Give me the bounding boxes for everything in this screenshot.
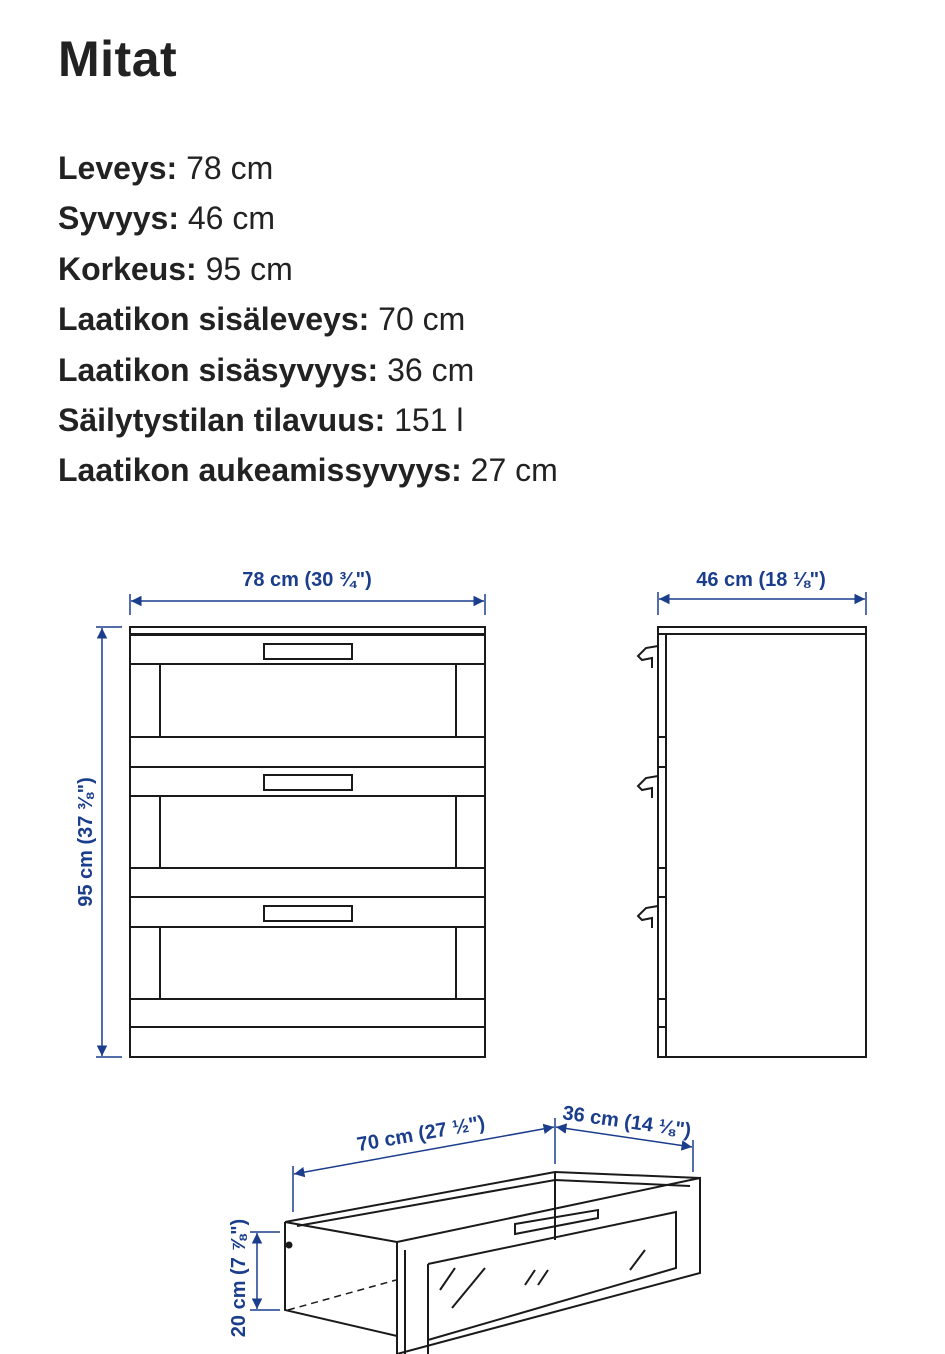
spec-label: Syvyys: (58, 200, 179, 237)
spec-label: Säilytystilan tilavuus: (58, 401, 386, 438)
drawer-knob (286, 1242, 293, 1249)
side-depth-label: 46 cm (18 ⅛") (696, 569, 826, 591)
height-label: 95 cm (37 ⅜") (75, 777, 97, 907)
spec-label: Laatikon sisäleveys: (58, 301, 370, 338)
drawer-height-label: 20 cm (7 ⅞") (228, 1218, 250, 1338)
spec-value: 151 l (394, 401, 464, 438)
front-width-label: 78 cm (30 ¾") (242, 569, 372, 591)
spec-value: 46 cm (187, 200, 276, 237)
drawer-hidden-edge (288, 1280, 396, 1310)
drawer-height-dimension (250, 1232, 280, 1310)
height-dimension (96, 627, 122, 1057)
spec-label: Leveys: (58, 150, 178, 186)
page-title: Mitat (58, 31, 178, 87)
spec-value: 95 cm (205, 250, 293, 287)
spec-label: Laatikon aukeamissyvyys: (58, 452, 462, 489)
drawer-width-label: 70 cm (27 ½") (355, 1112, 487, 1157)
spec-label: Korkeus: (58, 250, 197, 287)
spec-value: 36 cm (387, 351, 475, 388)
front-width-dimension (130, 594, 485, 615)
side-view-drawing (638, 627, 866, 1057)
front-view-drawing (130, 627, 485, 1057)
drawer-depth-label: 36 cm (14 ⅛") (561, 1102, 693, 1142)
drawer-drawing (285, 1172, 700, 1354)
side-depth-dimension (658, 592, 866, 615)
spec-value: 27 cm (470, 452, 558, 489)
spec-value: 70 cm (378, 301, 466, 338)
spec-value: 78 cm (186, 150, 274, 186)
spec-label: Laatikon sisäsyvyys: (58, 351, 379, 388)
